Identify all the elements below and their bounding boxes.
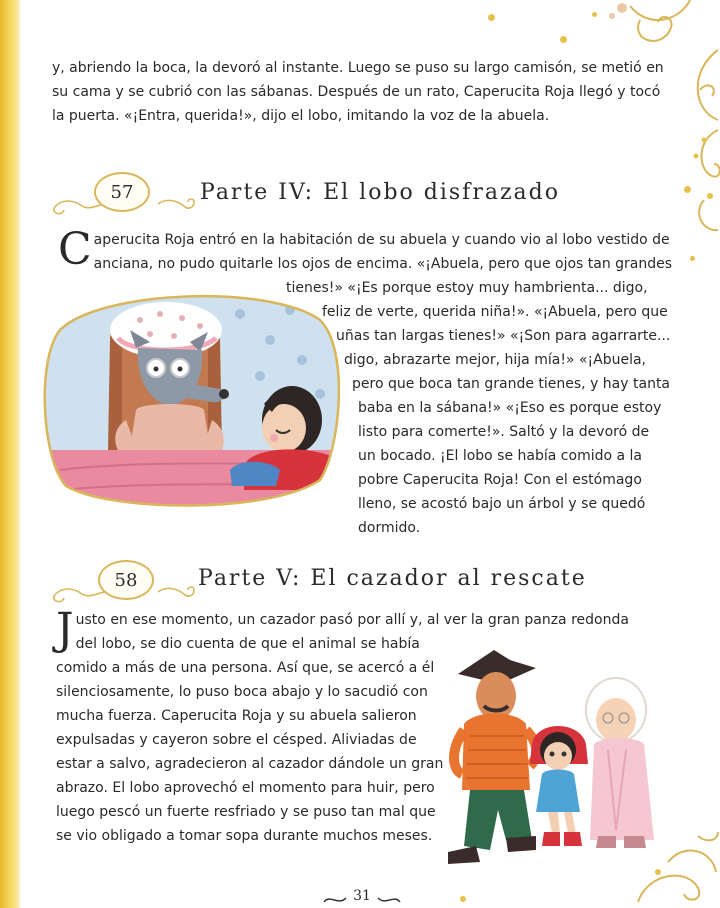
text-line: usto en ese momento, un cazador pasó por allí y, al ver la gran panza redonda [75, 612, 629, 628]
gold-dot [488, 14, 495, 21]
gold-dot [560, 36, 567, 43]
section-57-text [58, 224, 678, 276]
text-line: abrazo. El lobo aprovechó el momento para huir, pero [56, 780, 435, 796]
page-number: 31 [353, 888, 371, 904]
intro-paragraph [52, 56, 672, 128]
gold-dot [690, 256, 695, 261]
text-line: anciana, no pudo quitarle los ojos de encima. «¡Abuela, pero que ojos tan grandes [93, 256, 673, 272]
text-line: feliz de verte, querida niña!». «¡Abuela, pero que [322, 304, 668, 320]
text-line: pobre Caperucita Roja! Con el estómago [358, 472, 642, 488]
wolf-in-bed-illustration [40, 290, 340, 510]
drop-cap: J [56, 604, 74, 655]
hunter-family-illustration [440, 640, 670, 870]
section-number-badge: 58 [98, 560, 154, 600]
gold-dot [460, 896, 466, 902]
text-line: uñas tan largas tienes!» «¡Son para agarrarte... [336, 328, 671, 344]
text-line: se vio obligado a tomar sopa durante muchos meses. [56, 828, 433, 844]
gold-dot [592, 12, 597, 17]
text-line: listo para comerte!». Saltó y la devoró de [358, 424, 650, 440]
text-line: aperucita Roja entró en la habitación de su abuela y cuando vio al lobo vestido de [93, 232, 670, 248]
text-line: silenciosamente, lo puso boca abajo y lo sacudió con [56, 684, 428, 700]
text-line: comido a más de una persona. Así que, se acercó a él [56, 660, 435, 676]
text-line: digo, abrazarte mejor, hija mía!» «¡Abuela, [344, 352, 646, 368]
text-line: estar a salvo, agradecieron al cazador dándole un gran [56, 756, 444, 772]
text-line: dormido. [358, 520, 421, 536]
text-line: y, abriendo la boca, la devoró al instante. Luego se puso su largo camisón, se metió en [52, 60, 664, 76]
text-line: la puerta. «¡Entra, querida!», dijo el lobo, imitando la voz de la abuela. [52, 108, 550, 124]
text-line: mucha fuerza. Caperucita Roja y su abuela salieron [56, 708, 417, 724]
text-line: su cama y se cubrió con las sábanas. Después de un rato, Caperucita Roja llegó y tocó [52, 84, 661, 100]
text-line: un bocado. ¡El lobo se había comido a la [358, 448, 642, 464]
text-line: expulsadas y cayeron sobre el césped. Aliviadas de [56, 732, 417, 748]
section-title: Parte V: El cazador al rescate [198, 566, 587, 591]
text-line: luego pescó un fuerte resfriado y se puso tan mal que [56, 804, 436, 820]
drop-cap: C [58, 224, 92, 275]
section-number-badge: 57 [94, 172, 150, 212]
text-line: del lobo, se dio cuenta de que el animal se había [75, 636, 420, 652]
text-line: pero que boca tan grande tienes, y hay tanta [352, 376, 671, 392]
text-line: baba en la sábana!» «¡Eso es porque estoy [358, 400, 662, 416]
text-line: tienes!» «¡Es porque estoy muy hambrienta... digo, [286, 280, 648, 296]
section-title: Parte IV: El lobo disfrazado [200, 180, 560, 205]
text-line: lleno, se acostó bajo un árbol y se quedó [358, 496, 646, 512]
book-spine-edge [0, 0, 20, 908]
